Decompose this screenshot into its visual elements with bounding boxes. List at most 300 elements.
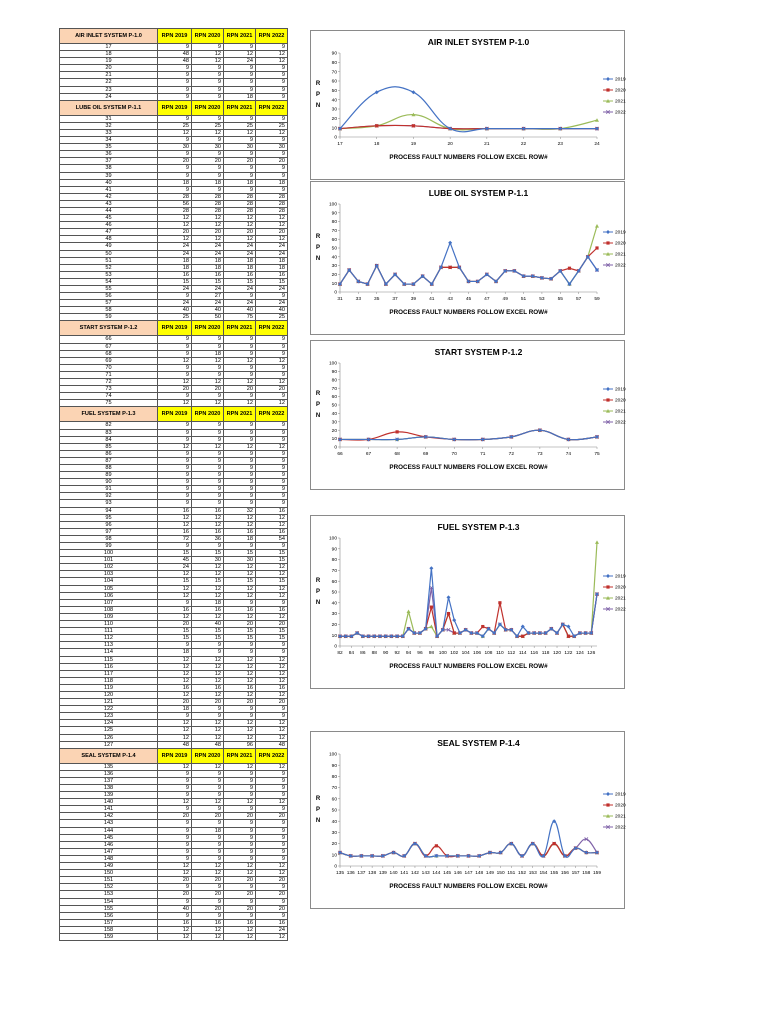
series-line-2019 bbox=[340, 243, 597, 284]
point-2021 bbox=[407, 609, 411, 613]
rpn-cell: 48 bbox=[256, 741, 288, 748]
fault-number-cell: 34 bbox=[60, 137, 158, 144]
rpn-cell: 16 bbox=[256, 919, 288, 926]
rpn-cell: 16 bbox=[224, 684, 256, 691]
rpn-cell: 9 bbox=[224, 884, 256, 891]
rpn-cell: 9 bbox=[224, 820, 256, 827]
fault-number-cell: 138 bbox=[60, 785, 158, 792]
rpn-cell: 9 bbox=[192, 450, 224, 457]
fault-number-cell: 48 bbox=[60, 236, 158, 243]
x-tick-label: 137 bbox=[357, 871, 366, 876]
y-tick-label: 60 bbox=[331, 79, 337, 85]
table-row bbox=[60, 122, 288, 129]
fault-number-cell: 20 bbox=[60, 65, 158, 72]
rpn-cell: 16 bbox=[256, 507, 288, 514]
table-row bbox=[60, 144, 288, 151]
rpn-cell: 9 bbox=[224, 479, 256, 486]
rpn-cell: 16 bbox=[158, 919, 192, 926]
fault-number-cell: 97 bbox=[60, 528, 158, 535]
y-tick-label: 50 bbox=[331, 403, 337, 409]
table-row bbox=[60, 528, 288, 535]
fault-number-cell: 18 bbox=[60, 51, 158, 58]
rpn-cell: 9 bbox=[224, 464, 256, 471]
x-tick-label: 39 bbox=[410, 297, 417, 302]
x-tick-label: 35 bbox=[374, 297, 380, 302]
table-row bbox=[60, 592, 288, 599]
x-tick-label: 140 bbox=[389, 871, 398, 876]
point-2019 bbox=[606, 77, 610, 81]
rpn-cell: 30 bbox=[192, 144, 224, 151]
fault-number-cell: 140 bbox=[60, 799, 158, 806]
rpn-cell: 9 bbox=[158, 93, 192, 100]
rpn-cell: 12 bbox=[192, 443, 224, 450]
table-row bbox=[60, 286, 288, 293]
rpn-cell: 9 bbox=[256, 848, 288, 855]
x-tick-label: 20 bbox=[447, 142, 453, 147]
rpn-cell: 9 bbox=[256, 464, 288, 471]
fault-number-cell: 35 bbox=[60, 144, 158, 151]
rpn-cell: 15 bbox=[256, 278, 288, 285]
rpn-cell: 9 bbox=[224, 115, 256, 122]
y-tick-label: 20 bbox=[331, 273, 337, 278]
rpn-cell: 20 bbox=[256, 813, 288, 820]
rpn-cell: 12 bbox=[158, 763, 192, 770]
fault-number-cell: 137 bbox=[60, 777, 158, 784]
rpn-cell: 12 bbox=[224, 592, 256, 599]
fault-number-cell: 33 bbox=[60, 129, 158, 136]
y-tick-label: 20 bbox=[331, 842, 337, 848]
table-row bbox=[60, 193, 288, 200]
rpn-cell: 9 bbox=[256, 44, 288, 51]
rpn-cell: 20 bbox=[192, 891, 224, 898]
point-2020 bbox=[498, 601, 501, 604]
rpn-cell: 9 bbox=[224, 293, 256, 300]
rpn-cell: 12 bbox=[192, 670, 224, 677]
x-tick-label: 82 bbox=[337, 651, 343, 656]
rpn-cell: 48 bbox=[158, 58, 192, 65]
y-tick-label: 0 bbox=[334, 864, 337, 870]
table-row bbox=[60, 877, 288, 884]
fault-number-cell: 106 bbox=[60, 592, 158, 599]
rpn-cell: 30 bbox=[192, 557, 224, 564]
rpn-cell: 9 bbox=[256, 855, 288, 862]
rpn-cell: 40 bbox=[192, 621, 224, 628]
x-tick-label: 59 bbox=[594, 297, 600, 302]
rpn-cell: 9 bbox=[224, 472, 256, 479]
rpn-cell: 9 bbox=[192, 172, 224, 179]
rpn-cell: 9 bbox=[256, 543, 288, 550]
rpn-cell: 12 bbox=[192, 926, 224, 933]
table-row bbox=[60, 343, 288, 350]
rpn-cell: 15 bbox=[224, 550, 256, 557]
x-tick-label: 146 bbox=[453, 871, 462, 876]
rpn-cell: 9 bbox=[192, 364, 224, 371]
table-row bbox=[60, 158, 288, 165]
rpn-cell: 9 bbox=[158, 855, 192, 862]
x-tick-label: 70 bbox=[451, 452, 457, 457]
point-2020 bbox=[521, 635, 524, 638]
rpn-cell: 9 bbox=[224, 785, 256, 792]
rpn-cell: 9 bbox=[256, 364, 288, 371]
x-tick-label: 155 bbox=[550, 871, 559, 876]
rpn-cell: 12 bbox=[224, 443, 256, 450]
table-row bbox=[60, 741, 288, 748]
table-row bbox=[60, 165, 288, 172]
rpn-cell: 9 bbox=[224, 79, 256, 86]
rpn-cell: 16 bbox=[192, 271, 224, 278]
point-2020 bbox=[375, 124, 378, 127]
rpn-cell: 9 bbox=[192, 500, 224, 507]
fault-number-cell: 113 bbox=[60, 642, 158, 649]
x-tick-label: 98 bbox=[428, 651, 435, 656]
fault-number-cell: 153 bbox=[60, 891, 158, 898]
series-2021 bbox=[338, 540, 599, 638]
rpn-cell: 9 bbox=[224, 827, 256, 834]
table-row bbox=[60, 720, 288, 727]
x-tick-label: 92 bbox=[394, 651, 400, 656]
fault-number-cell: 142 bbox=[60, 813, 158, 820]
y-axis-letter: N bbox=[315, 818, 321, 824]
x-axis-label: PROCESS FAULT NUMBERS FOLLOW EXCEL ROW# bbox=[389, 663, 548, 670]
fault-number-cell: 116 bbox=[60, 663, 158, 670]
rpn-cell: 48 bbox=[158, 51, 192, 58]
x-tick-label: 21 bbox=[484, 142, 490, 147]
rpn-cell: 18 bbox=[224, 257, 256, 264]
fault-number-cell: 39 bbox=[60, 172, 158, 179]
table-row bbox=[60, 44, 288, 51]
rpn-cell: 9 bbox=[256, 500, 288, 507]
rpn-cell: 12 bbox=[224, 379, 256, 386]
rpn-cell: 9 bbox=[256, 115, 288, 122]
rpn-cell: 24 bbox=[224, 300, 256, 307]
table-row bbox=[60, 691, 288, 698]
table-row bbox=[60, 300, 288, 307]
rpn-cell: 9 bbox=[224, 450, 256, 457]
table-row bbox=[60, 314, 288, 321]
rpn-cell: 12 bbox=[256, 799, 288, 806]
rpn-cell: 9 bbox=[224, 343, 256, 350]
fault-number-cell: 83 bbox=[60, 429, 158, 436]
rpn-cell: 20 bbox=[256, 229, 288, 236]
table-row bbox=[60, 699, 288, 706]
fault-number-cell: 22 bbox=[60, 79, 158, 86]
table-row bbox=[60, 628, 288, 635]
x-tick-label: 151 bbox=[507, 871, 516, 876]
rpn-year-header: RPN 2019 bbox=[158, 29, 192, 44]
rpn-cell: 9 bbox=[158, 172, 192, 179]
rpn-table bbox=[59, 28, 288, 941]
x-tick-label: 41 bbox=[429, 297, 435, 302]
x-tick-label: 96 bbox=[417, 651, 423, 656]
rpn-cell: 20 bbox=[158, 621, 192, 628]
rpn-cell: 9 bbox=[192, 65, 224, 72]
rpn-year-header: RPN 2022 bbox=[256, 100, 288, 115]
rpn-cell: 12 bbox=[224, 514, 256, 521]
series-line-2019 bbox=[340, 430, 597, 440]
legend-label: 2020 bbox=[615, 585, 626, 591]
rpn-cell: 12 bbox=[158, 691, 192, 698]
fault-number-cell: 56 bbox=[60, 293, 158, 300]
rpn-cell: 9 bbox=[224, 848, 256, 855]
rpn-cell: 18 bbox=[158, 179, 192, 186]
fault-number-cell: 127 bbox=[60, 741, 158, 748]
table-row bbox=[60, 663, 288, 670]
legend-label: 2020 bbox=[615, 803, 626, 809]
rpn-cell: 12 bbox=[192, 51, 224, 58]
point-2019 bbox=[447, 595, 451, 599]
point-2020 bbox=[435, 844, 438, 847]
table-row bbox=[60, 649, 288, 656]
rpn-cell: 9 bbox=[256, 151, 288, 158]
x-tick-label: 51 bbox=[520, 297, 527, 302]
fault-number-cell: 66 bbox=[60, 336, 158, 343]
rpn-cell: 9 bbox=[224, 770, 256, 777]
legend-item-2020 bbox=[603, 585, 626, 591]
rpn-cell: 40 bbox=[158, 307, 192, 314]
rpn-cell: 12 bbox=[192, 514, 224, 521]
rpn-cell: 9 bbox=[158, 186, 192, 193]
rpn-cell: 15 bbox=[224, 635, 256, 642]
rpn-cell: 9 bbox=[158, 371, 192, 378]
y-tick-label: 20 bbox=[331, 428, 337, 434]
series-line-2019 bbox=[340, 821, 597, 857]
table-row bbox=[60, 870, 288, 877]
table-row bbox=[60, 613, 288, 620]
rpn-cell: 9 bbox=[224, 841, 256, 848]
y-axis-letter: N bbox=[315, 256, 321, 262]
fault-number-cell: 148 bbox=[60, 855, 158, 862]
table-row bbox=[60, 58, 288, 65]
y-tick-label: 10 bbox=[331, 633, 337, 639]
rpn-cell: 20 bbox=[158, 386, 192, 393]
rpn-cell: 9 bbox=[224, 422, 256, 429]
y-tick-label: 20 bbox=[331, 116, 337, 122]
rpn-cell: 12 bbox=[224, 357, 256, 364]
rpn-cell: 9 bbox=[192, 343, 224, 350]
table-row bbox=[60, 727, 288, 734]
rpn-cell: 9 bbox=[224, 543, 256, 550]
rpn-cell: 15 bbox=[256, 557, 288, 564]
rpn-cell: 20 bbox=[192, 877, 224, 884]
rpn-cell: 20 bbox=[158, 877, 192, 884]
rpn-cell: 12 bbox=[224, 400, 256, 407]
chart-svg bbox=[311, 31, 624, 179]
table-row bbox=[60, 806, 288, 813]
fault-number-cell: 88 bbox=[60, 464, 158, 471]
table-row bbox=[60, 905, 288, 912]
rpn-cell: 9 bbox=[158, 884, 192, 891]
table-row bbox=[60, 72, 288, 79]
rpn-cell: 12 bbox=[256, 129, 288, 136]
seal-system-chart bbox=[310, 731, 625, 909]
rpn-cell: 12 bbox=[224, 799, 256, 806]
rpn-cell: 12 bbox=[158, 799, 192, 806]
lube-oil-chart bbox=[310, 181, 625, 335]
rpn-cell: 9 bbox=[224, 706, 256, 713]
fault-number-cell: 87 bbox=[60, 457, 158, 464]
table-row bbox=[60, 364, 288, 371]
system-name: START SYSTEM P-1.2 bbox=[60, 321, 158, 336]
y-tick-label: 0 bbox=[334, 644, 337, 650]
x-tick-label: 102 bbox=[450, 651, 459, 656]
fault-number-cell: 105 bbox=[60, 585, 158, 592]
rpn-cell: 15 bbox=[256, 628, 288, 635]
y-tick-label: 90 bbox=[331, 370, 337, 375]
fault-number-cell: 141 bbox=[60, 806, 158, 813]
y-tick-label: 10 bbox=[331, 437, 337, 443]
y-tick-label: 70 bbox=[331, 386, 337, 392]
x-axis-label: PROCESS FAULT NUMBERS FOLLOW EXCEL ROW# bbox=[389, 309, 548, 316]
rpn-cell: 9 bbox=[158, 72, 192, 79]
series-line-2022 bbox=[340, 588, 597, 637]
legend-item-2021 bbox=[603, 409, 626, 415]
x-tick-label: 118 bbox=[541, 651, 550, 656]
rpn-year-header: RPN 2019 bbox=[158, 321, 192, 336]
rpn-cell: 9 bbox=[256, 343, 288, 350]
rpn-cell: 9 bbox=[192, 543, 224, 550]
rpn-cell: 96 bbox=[224, 741, 256, 748]
x-tick-label: 143 bbox=[421, 871, 430, 876]
point-2020 bbox=[412, 124, 415, 127]
table-row bbox=[60, 713, 288, 720]
rpn-cell: 24 bbox=[224, 58, 256, 65]
y-tick-label: 80 bbox=[331, 378, 337, 384]
fault-number-cell: 59 bbox=[60, 314, 158, 321]
y-tick-label: 60 bbox=[331, 797, 337, 803]
table-row bbox=[60, 820, 288, 827]
point-2020 bbox=[568, 267, 571, 270]
x-tick-label: 150 bbox=[496, 871, 505, 876]
rpn-cell: 9 bbox=[158, 336, 192, 343]
x-tick-label: 116 bbox=[530, 651, 539, 656]
x-tick-label: 74 bbox=[565, 452, 572, 457]
legend-item-2022 bbox=[603, 607, 626, 613]
fault-number-cell: 119 bbox=[60, 684, 158, 691]
rpn-cell: 28 bbox=[192, 193, 224, 200]
table-row bbox=[60, 926, 288, 933]
rpn-cell: 12 bbox=[256, 521, 288, 528]
rpn-cell: 24 bbox=[224, 286, 256, 293]
rpn-cell: 9 bbox=[158, 848, 192, 855]
rpn-cell: 9 bbox=[192, 912, 224, 919]
rpn-cell: 9 bbox=[224, 777, 256, 784]
fault-number-cell: 158 bbox=[60, 926, 158, 933]
rpn-cell: 24 bbox=[224, 250, 256, 257]
fault-number-cell: 41 bbox=[60, 186, 158, 193]
fault-number-cell: 110 bbox=[60, 621, 158, 628]
table-section-header bbox=[60, 100, 288, 115]
rpn-cell: 28 bbox=[192, 207, 224, 214]
rpn-cell: 9 bbox=[192, 486, 224, 493]
rpn-cell: 12 bbox=[158, 514, 192, 521]
x-tick-label: 55 bbox=[557, 297, 563, 302]
rpn-cell: 9 bbox=[192, 806, 224, 813]
table-row bbox=[60, 799, 288, 806]
x-axis-label: PROCESS FAULT NUMBERS FOLLOW EXCEL ROW# bbox=[389, 883, 548, 890]
rpn-cell: 9 bbox=[158, 343, 192, 350]
table-row bbox=[60, 307, 288, 314]
fault-number-cell: 147 bbox=[60, 848, 158, 855]
legend-item-2021 bbox=[603, 814, 626, 820]
rpn-year-header: RPN 2020 bbox=[192, 748, 224, 763]
legend-item-2022 bbox=[603, 110, 626, 116]
table-row bbox=[60, 250, 288, 257]
fault-number-cell: 55 bbox=[60, 286, 158, 293]
rpn-cell: 9 bbox=[158, 777, 192, 784]
x-tick-label: 94 bbox=[405, 651, 412, 656]
rpn-cell: 9 bbox=[192, 472, 224, 479]
table-row bbox=[60, 457, 288, 464]
chart-title: LUBE OIL SYSTEM P-1.1 bbox=[428, 188, 529, 198]
x-tick-label: 141 bbox=[400, 871, 409, 876]
rpn-cell: 25 bbox=[192, 122, 224, 129]
series-2019 bbox=[338, 566, 599, 638]
rpn-cell: 9 bbox=[224, 44, 256, 51]
rpn-cell: 9 bbox=[256, 785, 288, 792]
rpn-cell: 30 bbox=[224, 557, 256, 564]
rpn-cell: 20 bbox=[192, 813, 224, 820]
rpn-cell: 12 bbox=[158, 215, 192, 222]
x-tick-label: 23 bbox=[557, 142, 563, 147]
table-row bbox=[60, 500, 288, 507]
rpn-cell: 9 bbox=[192, 713, 224, 720]
y-tick-label: 40 bbox=[331, 98, 337, 104]
y-tick-label: 100 bbox=[328, 752, 337, 758]
point-2020 bbox=[449, 266, 452, 269]
fault-number-cell: 67 bbox=[60, 343, 158, 350]
rpn-cell: 9 bbox=[224, 86, 256, 93]
rpn-cell: 9 bbox=[158, 713, 192, 720]
rpn-cell: 20 bbox=[256, 158, 288, 165]
rpn-cell: 18 bbox=[158, 257, 192, 264]
legend-label: 2021 bbox=[615, 596, 626, 602]
y-tick-label: 60 bbox=[331, 237, 337, 243]
rpn-cell: 20 bbox=[256, 905, 288, 912]
rpn-cell: 24 bbox=[256, 300, 288, 307]
rpn-cell: 12 bbox=[256, 236, 288, 243]
rpn-year-header: RPN 2020 bbox=[192, 407, 224, 422]
legend-label: 2020 bbox=[615, 88, 626, 94]
rpn-cell: 9 bbox=[256, 350, 288, 357]
rpn-cell: 12 bbox=[192, 763, 224, 770]
rpn-cell: 20 bbox=[158, 229, 192, 236]
rpn-cell: 9 bbox=[158, 806, 192, 813]
rpn-cell: 28 bbox=[256, 200, 288, 207]
rpn-cell: 40 bbox=[224, 307, 256, 314]
rpn-cell: 12 bbox=[192, 58, 224, 65]
legend-label: 2019 bbox=[615, 230, 626, 236]
rpn-cell: 12 bbox=[224, 677, 256, 684]
table-row bbox=[60, 848, 288, 855]
rpn-cell: 9 bbox=[256, 186, 288, 193]
rpn-year-header: RPN 2021 bbox=[224, 748, 256, 763]
rpn-cell: 12 bbox=[256, 691, 288, 698]
fault-number-cell: 43 bbox=[60, 200, 158, 207]
rpn-cell: 27 bbox=[192, 293, 224, 300]
x-tick-label: 86 bbox=[360, 651, 366, 656]
chart-svg bbox=[311, 732, 624, 908]
table-row bbox=[60, 642, 288, 649]
rpn-cell: 12 bbox=[192, 564, 224, 571]
fault-number-cell: 82 bbox=[60, 422, 158, 429]
table-row bbox=[60, 129, 288, 136]
rpn-cell: 15 bbox=[192, 578, 224, 585]
x-tick-label: 110 bbox=[496, 651, 504, 656]
table-row bbox=[60, 264, 288, 271]
legend-item-2020 bbox=[603, 803, 626, 809]
rpn-cell: 15 bbox=[192, 628, 224, 635]
rpn-cell: 30 bbox=[224, 144, 256, 151]
